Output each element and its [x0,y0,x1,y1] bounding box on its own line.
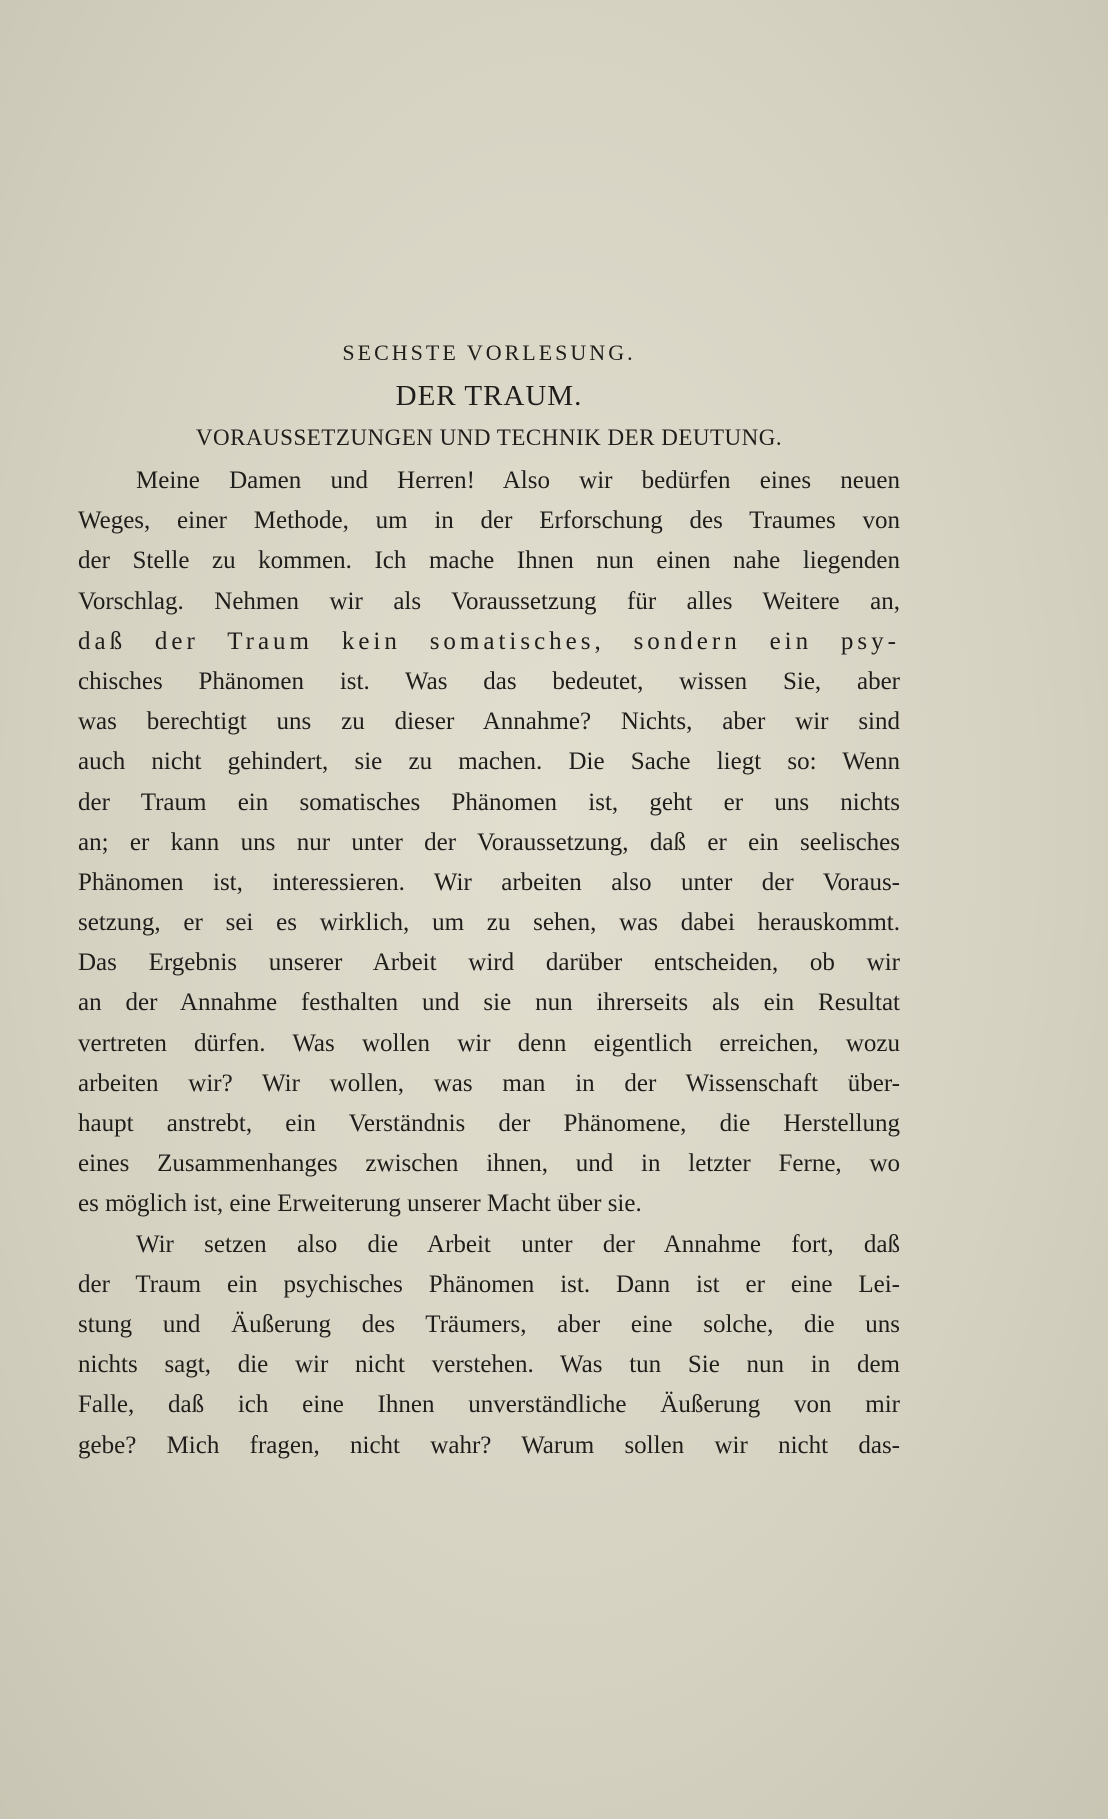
text-line: Wir setzen also die Arbeit unter der Annahme fort, daß [136,1230,900,1258]
text-line: was berechtigt uns zu dieser Annahme? Nichts, aber wir sind [78,708,900,736]
text-line: auch nicht gehindert, sie zu machen. Die Sache liegt so: Wenn [78,748,900,776]
text-line: Meine Damen und Herren! Also wir bedürfen eines neuen [136,467,900,494]
text-line: es möglich ist, eine Erweiterung unserer Macht über sie. [78,1190,642,1218]
text-line: nichts sagt, die wir nicht verstehen. Was tun Sie nun in dem [78,1351,900,1379]
text-line: Falle, daß ich eine Ihnen unverständliche Äußerung von mir [78,1391,900,1419]
lecture-number: SECHSTE VORLESUNG. [342,340,636,365]
lecture-title: DER TRAUM. [395,380,583,412]
text-line: stung und Äußerung des Träumers, aber eine solche, die uns [78,1310,900,1338]
paragraph-2 [78,1225,900,1466]
lecture-text [78,340,900,1466]
bleed-through-texture [78,160,908,328]
text-line-spaced: daß der Traum kein somatisches, sondern ein psy- [78,627,900,655]
text-line: chisches Phänomen ist. Was das bedeutet, wissen Sie, aber [78,667,900,695]
text-line: Vorschlag. Nehmen wir als Voraussetzung für alles Weitere an, [78,587,900,615]
text-line: setzung, er sei es wirklich, um zu sehen, was dabei herauskommt. [78,909,900,937]
text-line: haupt anstrebt, ein Verständnis der Phänomene, die Herstellung [78,1110,900,1137]
text-line: der Traum ein psychisches Phänomen ist. Dann ist er eine Lei- [78,1270,900,1298]
lecture-subtitle: VORAUSSETZUNGEN UND TECHNIK DER DEUTUNG. [195,425,783,450]
text-line: Phänomen ist, interessieren. Wir arbeiten also unter der Voraus- [78,868,900,896]
text-line: an der Annahme festhalten und sie nun ihrerseits als ein Resultat [78,989,900,1017]
text-line: Weges, einer Methode, um in der Erforschung des Traumes von [78,507,900,535]
text-line: arbeiten wir? Wir wollen, was man in der Wissenschaft über- [78,1069,900,1097]
paragraph-1 [78,461,900,1225]
text-line: der Stelle zu kommen. Ich mache Ihnen nun einen nahe liegenden [78,547,900,575]
text-line: der Traum ein somatisches Phänomen ist, geht er uns nichts [78,788,900,816]
text-line: eines Zusammenhanges zwischen ihnen, und in letzter Ferne, wo [78,1150,900,1178]
text-line: Das Ergebnis unserer Arbeit wird darüber entscheiden, ob wir [78,949,900,977]
text-line: gebe? Mich fragen, nicht wahr? Warum sollen wir nicht das- [78,1431,900,1459]
text-line: an; er kann uns nur unter der Voraussetzung, daß er ein seelisches [78,828,900,856]
text-line: vertreten dürfen. Was wollen wir denn eigentlich erreichen, wozu [78,1029,900,1057]
